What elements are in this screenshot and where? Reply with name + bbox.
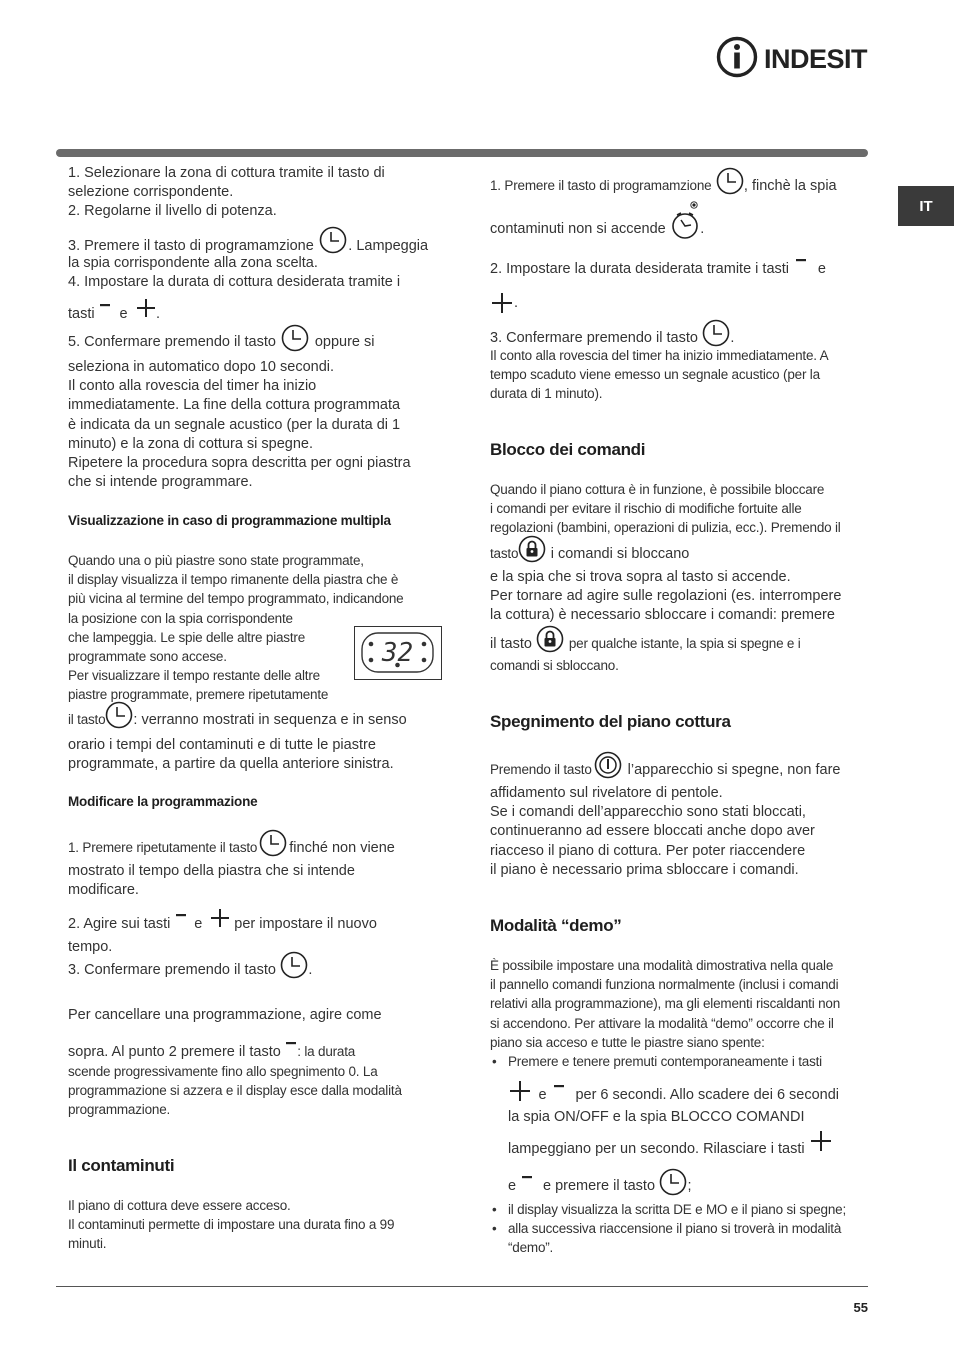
text-line: riacceso il piano di cottura. Per poter riaccendere <box>490 842 806 859</box>
display-value: 32 <box>381 638 414 668</box>
text-span: 3. Confermare premendo il tasto <box>68 962 276 979</box>
clock-key-icon <box>280 951 308 979</box>
clock-key-icon <box>716 167 744 195</box>
text-line <box>490 260 826 279</box>
bullet-item: • alla successiva riaccensione il piano si troverà in modalità <box>490 1219 880 1238</box>
text-block <box>68 736 448 774</box>
text-span: l’apparecchio si spegne, non fare <box>627 762 841 779</box>
section-heading: Modalità “demo” <box>490 916 622 935</box>
section-heading: Blocco dei comandi <box>490 440 646 459</box>
language-tab-label: IT <box>919 197 933 215</box>
text-span: . <box>308 962 313 979</box>
section-heading: Modificare la programmazione <box>68 794 258 809</box>
text-block <box>68 254 400 292</box>
text-line <box>508 1084 839 1106</box>
clock-key-icon <box>259 829 287 857</box>
text-line: 1. Selezionare la zona di cottura tramite il tasto di <box>68 165 385 181</box>
text-line: programmate, a partire da quella anteriore sinistra. <box>68 756 394 773</box>
text-line <box>68 914 377 934</box>
minus-key-icon <box>99 300 111 310</box>
text-span: e premere il tasto <box>542 1178 656 1195</box>
bullet-item: • il display visualizza la scritta DE e MO e il piano si spegne; <box>490 1200 880 1219</box>
text-line: più vicina al termine del tempo programmato, indicandone <box>68 591 404 607</box>
text-line: immediatamente. La fine della cottura programmata <box>68 397 401 414</box>
text-line: continueranno ad essere bloccati anche dopo aver <box>490 823 815 840</box>
text-span: e <box>194 916 203 933</box>
text-span: tasti <box>68 306 95 323</box>
text-line: e la spia che si trova sopra al tasto si accende. <box>490 569 791 585</box>
text-span: finché non viene <box>289 840 395 857</box>
section-heading: Il contaminuti <box>68 1156 175 1175</box>
text-line: piastre programmate, premere ripetutamente <box>68 687 329 703</box>
text-line <box>68 304 160 324</box>
text-line <box>68 1042 355 1062</box>
text-line: relativi alla programmazione), ma gli elementi riscaldanti non <box>490 996 841 1012</box>
brand-name: INDESIT <box>764 44 868 74</box>
minus-key-icon <box>521 1172 533 1182</box>
text-span: . <box>730 330 735 347</box>
text-span: : la durata <box>297 1044 356 1059</box>
text-line: Il piano di cottura deve essere acceso. <box>68 1198 291 1213</box>
text-line <box>68 956 312 984</box>
page-number: 55 <box>853 1300 868 1315</box>
text-line: “demo”. <box>508 1240 554 1256</box>
text-span: 3. Confermare premendo il tasto <box>490 330 698 347</box>
minus-key-icon <box>175 910 187 920</box>
text-span: e <box>508 1178 517 1195</box>
text-line: i comandi per evitare il rischio di modifiche fortuite alle <box>490 501 802 517</box>
text-block <box>490 346 870 404</box>
text-span: i comandi si bloccano <box>550 546 690 563</box>
text-line: orario i tempi del contaminuti e di tutte le piastre <box>68 737 376 753</box>
text-line: Il contaminuti permette di impostare una durata fino a 99 <box>68 1217 395 1233</box>
text-block <box>490 956 870 1071</box>
text-line <box>490 292 518 314</box>
text-line: la spia corrispondente alla zona scelta. <box>68 255 318 271</box>
text-line: seleziona in automatico dopo 10 secondi. <box>68 359 335 375</box>
text-span: 5. Confermare premendo il tasto <box>68 334 276 351</box>
clock-key-icon <box>659 1168 687 1196</box>
text-block <box>490 1200 880 1258</box>
text-span: contaminuti non si accende <box>490 221 666 238</box>
text-span: il tasto <box>490 636 532 653</box>
text-block <box>490 784 880 880</box>
text-line: Ripetere la procedura sopra descritta per ogni piastra <box>68 455 411 472</box>
minus-key-icon <box>553 1081 565 1091</box>
plus-key-icon <box>809 1130 833 1152</box>
text-line <box>490 172 837 200</box>
text-line: scende progressivamente fino allo spegnimento 0. La <box>68 1064 378 1079</box>
text-span: , finchè la spia <box>743 178 837 195</box>
text-line: il piano è necessario prima sbloccare i comandi. <box>490 861 799 878</box>
text-span: . Lampeggia <box>348 238 429 255</box>
text-span: per qualche istante, la spia si spegne e i <box>568 636 801 652</box>
text-span: Premendo il tasto <box>490 762 592 778</box>
text-span: 3. Premere il tasto di programamzione <box>68 238 314 255</box>
minus-key-icon <box>795 255 807 265</box>
text-line: tempo. <box>68 939 113 955</box>
bullet-item: • Premere e tenere premuti contemporaneamente i tasti <box>490 1052 870 1071</box>
text-span: 1. Premere il tasto di programamzione <box>490 178 712 194</box>
text-span: : verranno mostrati in sequenza e in senso <box>133 712 407 729</box>
text-line: affidamento sul rivelatore di pentole. <box>490 785 723 801</box>
text-line: Il conto alla rovescia del timer ha inizio <box>68 378 317 395</box>
text-line: programmazione. <box>68 1102 171 1118</box>
text-line: durata di 1 minuto). <box>490 386 603 402</box>
text-line <box>490 756 840 784</box>
section-heading: Visualizzazione in caso di programmazione multipla <box>68 513 391 528</box>
text-line: Per cancellare una programmazione, agire come <box>68 1007 382 1023</box>
text-line: Per visualizzare il tempo restante delle altre <box>68 668 320 684</box>
text-line <box>490 630 801 658</box>
text-line: 2. Regolarne il livello di potenza. <box>68 203 277 220</box>
text-block <box>490 480 870 538</box>
section-heading: Spegnimento del piano cottura <box>490 712 731 731</box>
text-line: Il conto alla rovescia del timer ha inizio immediatamente. A <box>490 348 829 363</box>
text-line: comandi si sbloccano. <box>490 658 619 673</box>
text-line: selezione corrispondente. <box>68 184 234 201</box>
text-line: Quando il piano cottura è in funzione, è possibile bloccare <box>490 482 825 497</box>
text-span: oppure si <box>314 334 375 351</box>
text-block <box>68 1196 448 1254</box>
text-line: è indicata da un segnale acustico (per la durata di 1 <box>68 416 401 433</box>
text-span: 1. Premere ripetutamente il tasto <box>68 840 258 856</box>
text-block <box>68 862 355 900</box>
text-span: . <box>514 295 519 312</box>
lock-key-icon <box>518 535 546 563</box>
text-line: programmate sono accese. <box>68 649 227 665</box>
text-block <box>68 1062 448 1120</box>
text-line: che si intende programmare. <box>68 474 253 491</box>
text-line: il display visualizza il tempo rimanente della piastra che è <box>68 572 399 588</box>
plus-key-icon <box>508 1080 532 1102</box>
text-span: per 6 secondi. Allo scadere dei 6 secondi <box>575 1087 840 1104</box>
clock-key-icon <box>281 324 309 352</box>
clock-key-icon <box>702 319 730 347</box>
clock-key-icon <box>319 226 347 254</box>
text-line: la posizione con la spia corrispondente <box>68 610 293 626</box>
text-span: tasto <box>490 546 519 562</box>
plus-key-icon <box>210 908 230 928</box>
text-span: il tasto <box>68 712 106 728</box>
text-span: . <box>700 221 705 238</box>
text-span: sopra. Al punto 2 premere il tasto <box>68 1044 281 1060</box>
text-line <box>508 1172 692 1200</box>
text-line: minuto) e la zona di cottura si spegne. <box>68 435 314 452</box>
text-block <box>68 358 448 492</box>
text-span: ; <box>687 1178 692 1195</box>
text-line <box>490 214 704 244</box>
programming-steps <box>68 164 385 222</box>
text-line: il pannello comandi funziona normalmente (inclusi i comandi <box>490 977 839 993</box>
display-illustration <box>354 626 442 680</box>
text-line: Quando una o più piastre sono state programmate, <box>68 553 364 568</box>
text-line <box>68 834 395 862</box>
text-line: che lampeggia. Le spie delle altre piastre <box>68 629 305 645</box>
text-line: regolazioni (bambini, operazioni di pulizia, ecc.). Premendo il <box>490 520 841 536</box>
text-span: lampeggiano per un secondo. Rilasciare i tasti <box>508 1141 805 1158</box>
text-span: e <box>119 306 128 323</box>
minus-key-icon <box>285 1038 297 1048</box>
clock-key-icon <box>105 701 133 729</box>
text-line: la spia ON/OFF e la spia BLOCCO COMANDI <box>508 1109 805 1125</box>
plus-key-icon <box>136 298 156 318</box>
brand-logo <box>716 34 872 80</box>
language-tab <box>898 186 954 226</box>
text-line <box>490 540 689 568</box>
text-line <box>508 1138 833 1160</box>
text-span: 2. Agire sui tasti <box>68 916 171 933</box>
text-line: la cottura) è necessario sbloccare i comandi: premere <box>490 607 835 624</box>
text-line <box>68 706 407 734</box>
text-line <box>68 328 375 356</box>
text-line: programmazione si azzera e il display esce dalla modalità <box>68 1083 402 1099</box>
text-line: tempo scaduto viene emesso un segnale acustico (per la <box>490 367 820 383</box>
text-span: e <box>538 1087 547 1104</box>
text-line: piano sia acceso e tutte le piastre siano spente: <box>490 1034 765 1050</box>
text-line: È possibile impostare una modalità dimostrativa nella quale <box>490 958 834 973</box>
text-line: minuti. <box>68 1236 107 1252</box>
text-block <box>490 568 880 626</box>
text-line: si accendono. Per attivare la modalità “demo” occorre che il <box>490 1015 834 1031</box>
text-line: mostrato il tempo della piastra che si intende <box>68 863 355 879</box>
text-span: 2. Impostare la durata desiderata tramite i tasti <box>490 261 790 277</box>
text-line: 4. Impostare la durata di cottura desiderata tramite i <box>68 274 401 291</box>
text-span: . <box>156 306 161 323</box>
text-line: Per tornare ad agire sulle regolazioni (es. interrompere <box>490 588 842 605</box>
text-span: e <box>817 261 826 277</box>
plus-key-icon <box>490 292 514 314</box>
text-line: Se i comandi dell’apparecchio sono stati bloccati, <box>490 804 806 821</box>
bottom-divider <box>56 1286 868 1287</box>
text-span: per impostare il nuovo <box>234 916 377 933</box>
minute-minder-icon <box>670 210 700 240</box>
lock-key-icon <box>536 625 564 653</box>
power-key-icon <box>594 751 622 779</box>
text-line: modificare. <box>68 882 139 899</box>
top-divider <box>56 149 868 157</box>
